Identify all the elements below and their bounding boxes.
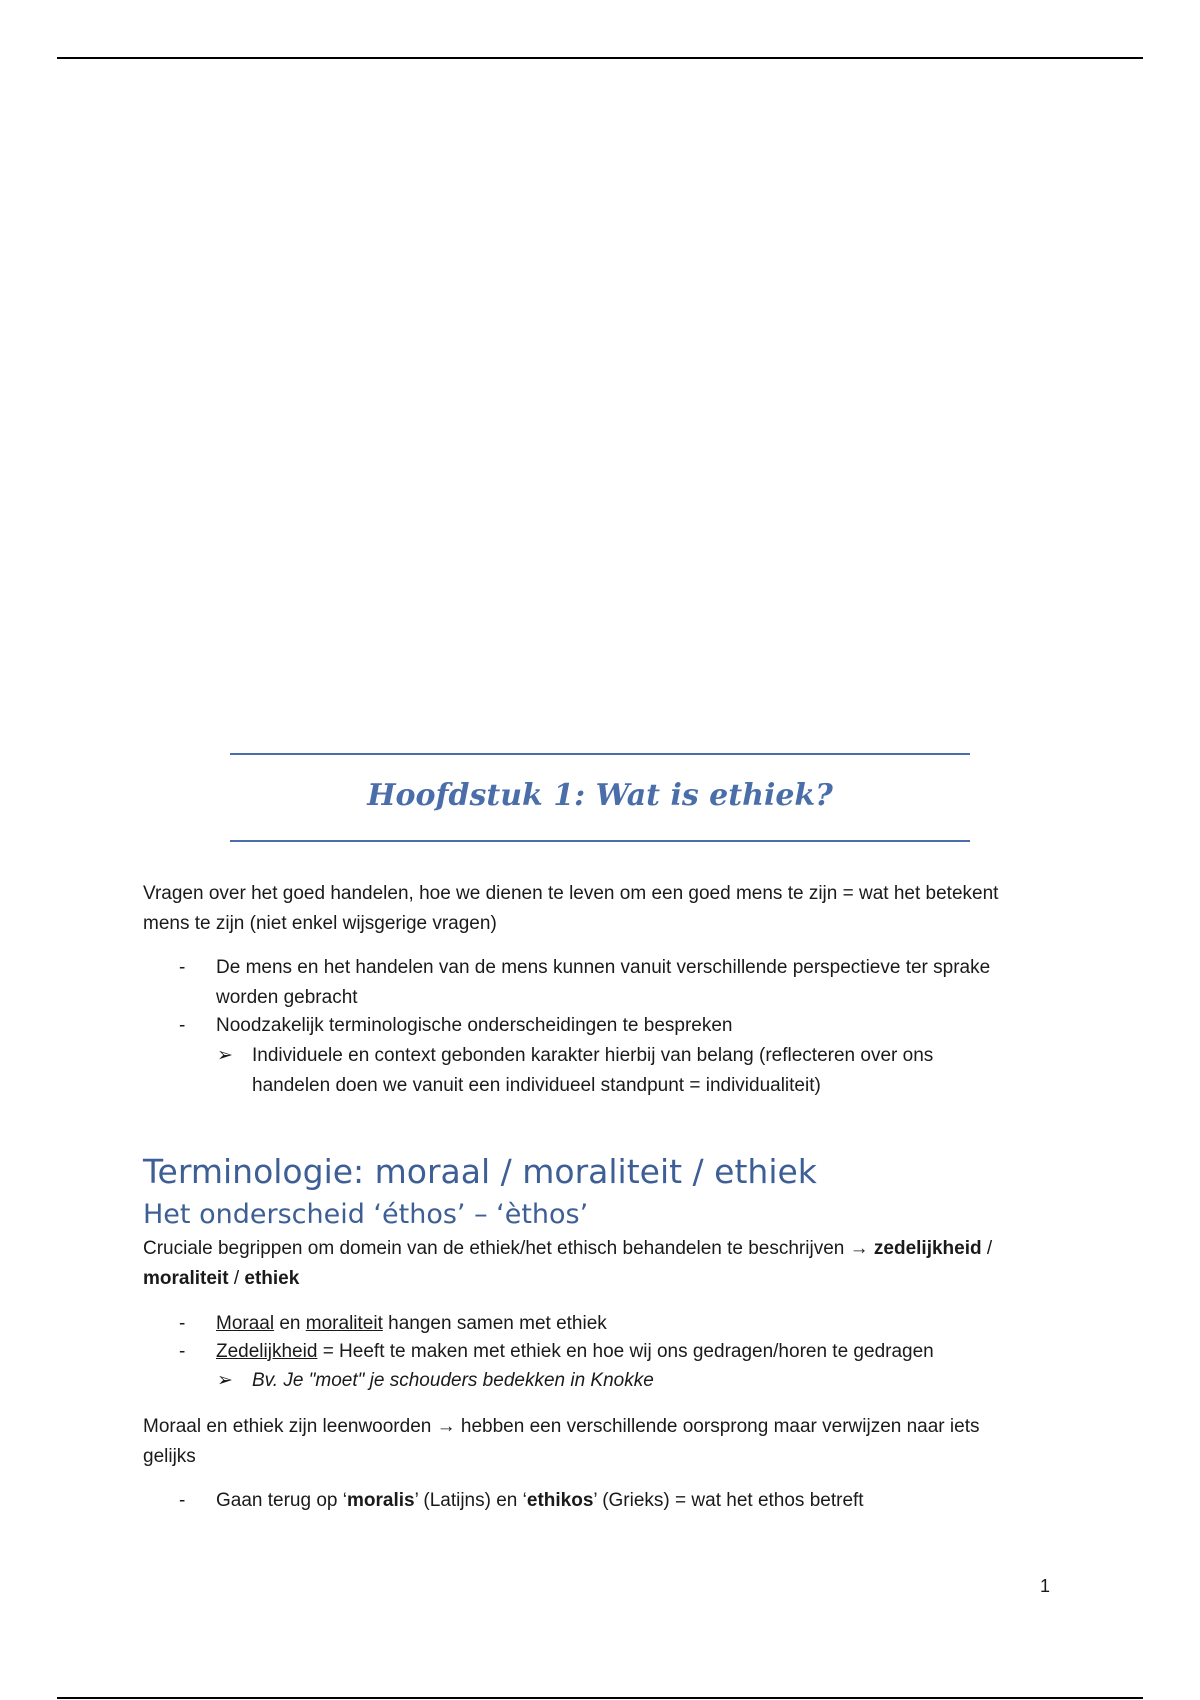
list-item-rest: hangen samen met ethiek bbox=[388, 1313, 607, 1334]
list-item-line-1: De mens en het handelen van de mens kunnen vanuit verschillende perspectieve ter sprake bbox=[216, 957, 991, 978]
list-item-text bbox=[216, 1011, 1073, 1041]
sub-list-item-line-2: handelen doen we vanuit een individueel standpunt = individualiteit) bbox=[252, 1075, 821, 1096]
term-moraal: Moraal bbox=[216, 1313, 275, 1334]
connector-text: en bbox=[279, 1313, 301, 1334]
chapter-title: Hoofdstuk 1: Wat is ethiek? bbox=[367, 778, 833, 813]
term-zedelijkheid: Zedelijkheid bbox=[216, 1341, 318, 1362]
arrow-right-icon: → bbox=[436, 1416, 456, 1437]
text-prefix: Gaan terug op ‘ bbox=[216, 1490, 347, 1511]
list-item bbox=[143, 1337, 1073, 1367]
sub-list-item-line-1: Individuele en context gebonden karakter hierbij van belang (reflecteren over ons bbox=[252, 1045, 934, 1066]
arrow-right-icon: → bbox=[849, 1238, 869, 1259]
intro-line-2: mens te zijn (niet enkel wijsgerige vragen) bbox=[143, 913, 497, 934]
title-rule-top bbox=[230, 753, 970, 755]
term-moraliteit: moraliteit bbox=[305, 1313, 383, 1334]
page-bottom-rule bbox=[57, 1697, 1143, 1699]
list-item bbox=[143, 1011, 1073, 1041]
arrow-bullet-icon: ➢ bbox=[217, 1370, 233, 1391]
title-rule-bottom bbox=[230, 840, 970, 842]
text-mid: ’ (Latijns) en ‘ bbox=[414, 1490, 527, 1511]
list-item bbox=[143, 1309, 1073, 1339]
page-number: 1 bbox=[1040, 1576, 1051, 1596]
page-top-rule bbox=[57, 57, 1143, 59]
list-item-rest: = Heeft te maken met ethiek en hoe wij ons gedragen/horen te gedragen bbox=[322, 1341, 934, 1362]
dash-bullet: - bbox=[179, 1313, 186, 1334]
section-paragraph-2 bbox=[143, 1412, 1063, 1472]
paragraph-line-2: gelijks bbox=[143, 1446, 196, 1467]
list-item-text bbox=[216, 1486, 1073, 1516]
dash-bullet: - bbox=[179, 1015, 186, 1036]
section-paragraph-1 bbox=[143, 1234, 1063, 1294]
list-item-line-1: Noodzakelijk terminologische onderscheidingen te bespreken bbox=[216, 1015, 733, 1036]
sub-list-item-text bbox=[252, 1366, 1072, 1396]
list-item-line-2: worden gebracht bbox=[216, 987, 358, 1008]
separator: / bbox=[233, 1268, 240, 1289]
section-subheading: Het onderscheid ‘éthos’ – ‘èthos’ bbox=[143, 1199, 589, 1230]
sub-list-item-text bbox=[252, 1041, 1072, 1101]
dash-bullet: - bbox=[179, 1341, 186, 1362]
list-item-text bbox=[216, 1337, 1073, 1367]
sub-list-item bbox=[143, 1041, 1073, 1101]
list-item-text bbox=[216, 953, 1073, 1013]
intro-paragraph bbox=[143, 879, 1063, 939]
paragraph-text: Moraal en ethiek zijn leenwoorden bbox=[143, 1416, 432, 1437]
sub-list-item bbox=[143, 1366, 1073, 1396]
text-end: ’ (Grieks) = wat het ethos betreft bbox=[593, 1490, 864, 1511]
arrow-bullet-icon: ➢ bbox=[217, 1045, 233, 1066]
term-moraliteit: moraliteit bbox=[143, 1268, 229, 1289]
example-text: Bv. Je "moet" je schouders bedekken in Knokke bbox=[252, 1370, 654, 1391]
term-zedelijkheid: zedelijkheid bbox=[873, 1238, 982, 1259]
dash-bullet: - bbox=[179, 957, 186, 978]
intro-line-1: Vragen over het goed handelen, hoe we dienen te leven om een goed mens te zijn = wat het betekent bbox=[143, 883, 999, 904]
paragraph-text: Cruciale begrippen om domein van de ethiek/het ethisch behandelen te beschrijven bbox=[143, 1238, 845, 1259]
list-item bbox=[143, 953, 1073, 1013]
list-item-text bbox=[216, 1309, 1073, 1339]
term-ethiek: ethiek bbox=[244, 1268, 300, 1289]
separator: / bbox=[986, 1238, 993, 1259]
dash-bullet: - bbox=[179, 1490, 186, 1511]
term-moralis: moralis bbox=[346, 1490, 415, 1511]
list-item bbox=[143, 1486, 1073, 1516]
paragraph-rest: hebben een verschillende oorsprong maar verwijzen naar iets bbox=[460, 1416, 980, 1437]
term-ethikos: ethikos bbox=[526, 1490, 594, 1511]
section-heading: Terminologie: moraal / moraliteit / ethiek bbox=[143, 1152, 817, 1191]
